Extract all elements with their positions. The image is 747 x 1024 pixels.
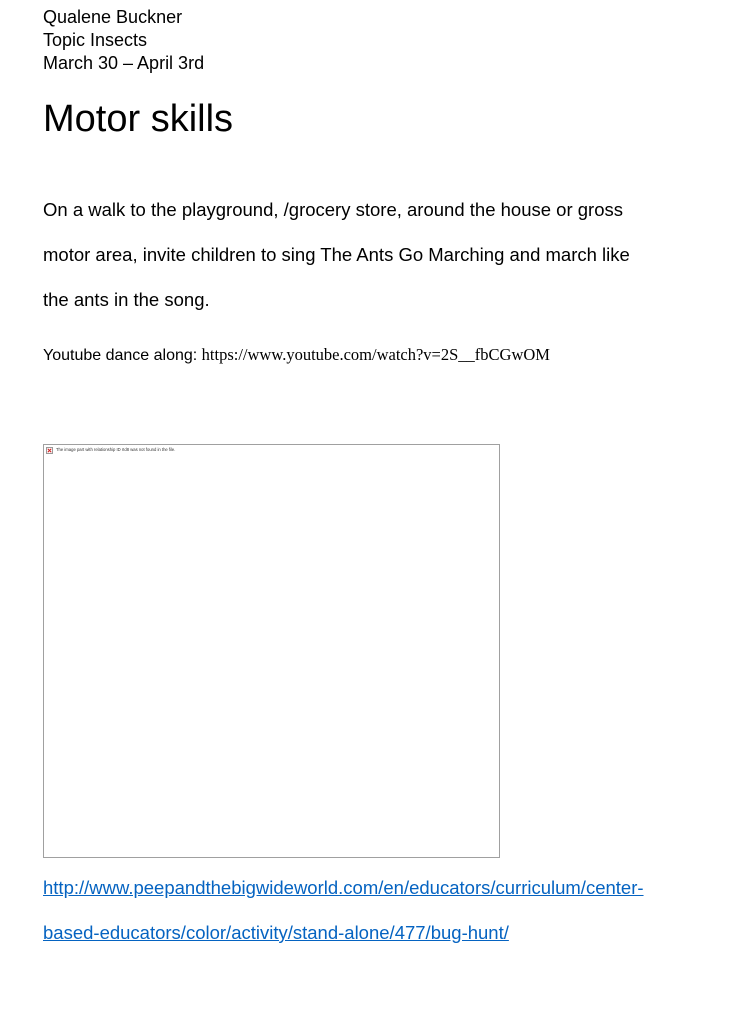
resource-link-line-2[interactable]: based-educators/color/activity/stand-alone/477/bug-hunt/ — [43, 922, 509, 943]
video-reference — [43, 344, 550, 367]
missing-image-placeholder — [43, 444, 500, 858]
document-header — [43, 6, 204, 75]
missing-image-message: The image part with relationship ID rId8 was not found in the file. — [56, 447, 176, 452]
date-range: March 30 – April 3rd — [43, 53, 205, 73]
broken-image-icon — [46, 447, 53, 454]
resource-link-line-1[interactable]: http://www.peepandthebigwideworld.com/en/educators/curriculum/center- — [43, 877, 644, 898]
activity-text-line-2: motor area, invite children to sing The Ants Go Marching and march like — [43, 244, 630, 265]
author-name: Qualene Buckner — [43, 7, 183, 27]
page-title: Motor skills — [43, 98, 234, 140]
activity-text-line-3: the ants in the song. — [43, 289, 210, 310]
video-url[interactable]: https://www.youtube.com/watch?v=2S__fbCGwOM — [201, 345, 550, 364]
video-label: Youtube dance along: — [43, 347, 202, 364]
activity-text-line-1: On a walk to the playground, /grocery store, around the house or gross — [43, 199, 623, 220]
topic-line: Topic Insects — [43, 30, 148, 50]
